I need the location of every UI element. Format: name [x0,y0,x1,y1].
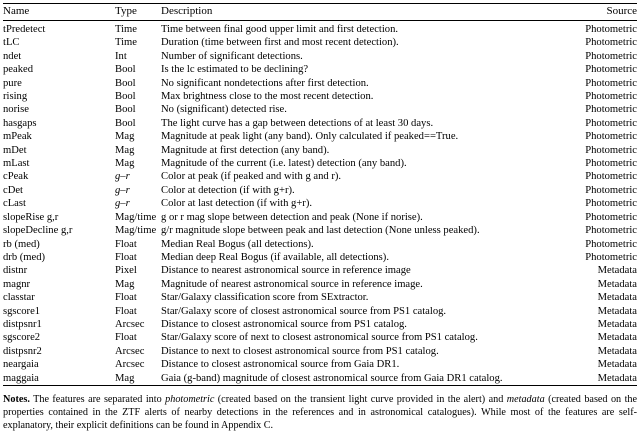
cell-desc: Magnitude at first detection (any band). [161,144,330,156]
cell-name: cPeak [3,171,29,183]
header-type: Type [115,4,161,21]
cell-source: Photometric [585,144,637,156]
cell-desc: Star/Galaxy classification score from SExtractor. [161,292,369,304]
cell-name: rb (med) [3,238,40,250]
cell-type: Mag [115,144,135,156]
cell-source: Metadata [597,278,637,290]
header-name: Name [3,4,115,21]
cell-type: Float [115,292,137,304]
cell-source: Photometric [585,238,637,250]
cell-source: Metadata [597,345,637,357]
features-table [3,3,637,386]
cell-desc: Color at last detection (if with g+r). [161,198,313,210]
table-row [3,264,637,277]
cell-source: Photometric [585,37,637,49]
cell-desc: Is the lc estimated to be declining? [161,64,309,76]
notes-label: Notes. [3,393,30,405]
cell-source: Photometric [585,251,637,263]
table-row [3,211,637,224]
cell-name: rising [3,91,28,103]
header-source: Source [559,4,637,21]
table-row [3,318,637,331]
cell-type: Bool [115,64,136,76]
table-row [3,130,637,143]
cell-desc: Median deep Real Bogus (if available, all detections). [161,251,389,263]
table-row [3,372,637,386]
table-row [3,157,637,170]
table-row [3,305,637,318]
cell-name: cLast [3,198,26,210]
notes-segment: photometric [165,393,215,405]
cell-name: ndet [3,50,22,62]
cell-type: Mag/time [115,225,157,237]
notes-body [3,394,637,431]
cell-desc: Distance to closest astronomical source from Gaia DR1. [161,359,400,371]
cell-name: sgscore2 [3,332,41,344]
cell-source: Metadata [597,305,637,317]
cell-name: distpsnr1 [3,318,42,330]
cell-desc: Star/Galaxy score of next to closest astronomical source from PS1 catalog. [161,332,478,344]
cell-type: Time [115,24,137,35]
cell-name: hasgaps [3,117,37,129]
cell-source: Metadata [597,318,637,330]
table-row [3,50,637,63]
notes-segment: The features are separated into [29,393,166,405]
cell-name: sgscore1 [3,305,41,317]
cell-source: Photometric [585,198,637,210]
table-row [3,291,637,304]
cell-name: tPredetect [3,24,46,35]
notes-segment: (created based on the properties contained in the ZTF alerts of nearby detections in the references and in astronomical catalogues). While most of the features are self-explanatory, their explicit definitions can be found in Appendix C. [3,393,638,431]
cell-name: peaked [3,64,33,76]
cell-source: Photometric [585,24,637,35]
cell-type: g–r [115,184,130,196]
cell-type: Mag [115,278,135,290]
table-row [3,63,637,76]
cell-type: Time [115,37,137,49]
table-row [3,21,637,37]
table-row [3,117,637,130]
table-row [3,197,637,210]
cell-source: Metadata [597,372,637,384]
table-row [3,77,637,90]
table-row [3,331,637,344]
cell-type: Float [115,251,137,263]
cell-name: drb (med) [3,251,46,263]
cell-source: Metadata [597,292,637,304]
cell-desc: Median Real Bogus (all detections). [161,238,314,250]
cell-desc: Duration (time between first and most recent detection). [161,37,399,49]
cell-desc: Distance to nearest astronomical source in reference image [161,265,411,277]
table-row [3,144,637,157]
cell-source: Photometric [585,171,637,183]
cell-name: classtar [3,292,35,304]
cell-desc: g or r mag slope between detection and peak (None if norise). [161,211,423,223]
cell-source: Photometric [585,158,637,170]
cell-name: slopeDecline g,r [3,225,73,237]
table-row [3,345,637,358]
table-row [3,358,637,371]
table-row [3,103,637,116]
notes-segment: (created based on the transient light curve provided in the alert) and [214,393,507,405]
cell-desc: Color at peak (if peaked and with g and r). [161,171,342,183]
cell-type: Int [115,50,127,62]
cell-name: distpsnr2 [3,345,42,357]
cell-type: g–r [115,171,130,183]
cell-name: maggaia [3,372,39,384]
cell-source: Photometric [585,64,637,76]
cell-name: mLast [3,158,30,170]
cell-type: Bool [115,77,136,89]
cell-source: Photometric [585,184,637,196]
notes-segment: metadata [506,393,545,405]
cell-type: Float [115,305,137,317]
cell-type: Mag [115,131,135,143]
cell-name: mDet [3,144,27,156]
cell-source: Photometric [585,117,637,129]
cell-desc: Number of significant detections. [161,50,303,62]
table-row [3,170,637,183]
table-row [3,238,637,251]
cell-source: Metadata [597,265,637,277]
header-row [3,4,637,21]
cell-name: neargaia [3,359,39,371]
cell-name: tLC [3,37,20,49]
table-row [3,251,637,264]
cell-type: Arcsec [115,318,145,330]
cell-source: Photometric [585,131,637,143]
cell-source: Photometric [585,104,637,116]
cell-source: Photometric [585,50,637,62]
cell-type: g–r [115,198,130,210]
cell-desc: Star/Galaxy score of closest astronomical source from PS1 catalog. [161,305,447,317]
cell-name: pure [3,77,22,89]
cell-desc: Distance to closest astronomical source from PS1 catalog. [161,318,407,330]
cell-desc: Magnitude of nearest astronomical source in reference image. [161,278,423,290]
cell-desc: The light curve has a gap between detections of at least 30 days. [161,117,434,129]
cell-source: Photometric [585,77,637,89]
cell-type: Mag [115,372,135,384]
cell-type: Bool [115,91,136,103]
cell-desc: Magnitude of the current (i.e. latest) detection (any band). [161,158,407,170]
cell-name: slopeRise g,r [3,211,59,223]
cell-name: distnr [3,265,28,277]
cell-type: Arcsec [115,345,145,357]
cell-name: cDet [3,184,23,196]
table-row [3,90,637,103]
table-row [3,224,637,237]
cell-type: Arcsec [115,359,145,371]
cell-source: Photometric [585,91,637,103]
cell-desc: No significant nondetections after first detection. [161,77,369,89]
cell-name: norise [3,104,29,116]
table-row [3,36,637,49]
cell-type: Mag/time [115,211,157,223]
cell-type: Mag [115,158,135,170]
notes [3,393,637,432]
cell-source: Metadata [597,332,637,344]
cell-desc: No (significant) detected rise. [161,104,287,116]
cell-source: Photometric [585,225,637,237]
cell-type: Pixel [115,265,137,277]
table-body [3,21,637,386]
table-header [3,4,637,21]
cell-type: Bool [115,104,136,116]
cell-type: Bool [115,117,136,129]
cell-desc: Color at detection (if with g+r). [161,184,295,196]
cell-type: Float [115,238,137,250]
cell-name: mPeak [3,131,32,143]
table-row [3,184,637,197]
cell-name: magnr [3,278,31,290]
cell-desc: Time between final good upper limit and first detection. [161,24,399,35]
cell-source: Metadata [597,359,637,371]
cell-desc: Gaia (g-band) magnitude of closest astronomical source from Gaia DR1 catalog. [161,372,503,384]
table-row [3,278,637,291]
cell-desc: Magnitude at peak light (any band). Only calculated if peaked==True. [161,131,459,143]
header-description: Description [161,4,559,21]
cell-desc: Max brightness close to the most recent detection. [161,91,374,103]
cell-type: Float [115,332,137,344]
cell-desc: g/r magnitude slope between peak and last detection (None unless peaked). [161,225,480,237]
cell-desc: Distance to next to closest astronomical source from PS1 catalog. [161,345,439,357]
cell-source: Photometric [585,211,637,223]
